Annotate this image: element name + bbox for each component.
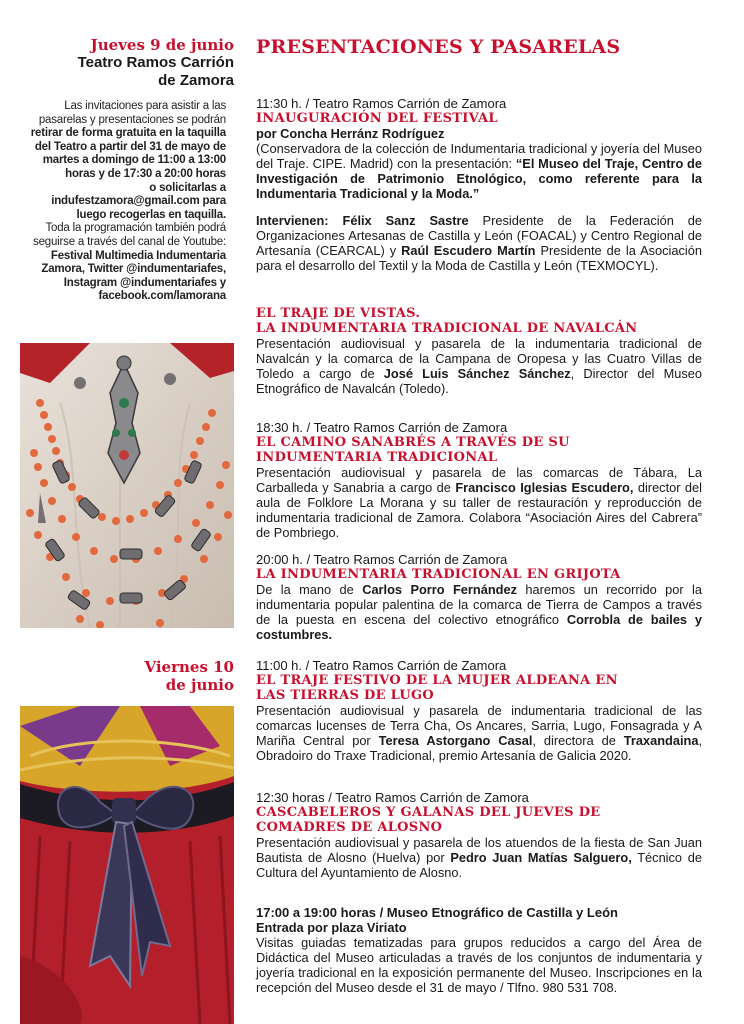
event-title-line1: EL TRAJE DE VISTAS. <box>256 306 421 321</box>
desc-text: Presentación audiovisual y pasarela de la indumentaria tradicional de Navalcán y la comarca de la Campana de Oropesa y las Cuatro Villas de Toledo a cargo de <box>256 336 702 381</box>
event-title: INAUGURACIÓN DEL FESTIVAL <box>256 111 498 126</box>
invite-line: Toda la programación también podrá <box>45 222 226 235</box>
event-time: 20:00 h. / Teatro Ramos Carrión de Zamora <box>256 552 508 567</box>
event-description <box>256 336 702 396</box>
day2-title-line2: de junio <box>165 676 234 694</box>
desc-text: , Director del Museo Etnográfico de Navalcán (Toledo). <box>256 366 702 396</box>
costume-photo <box>20 706 234 1024</box>
event-time: 12:30 horas / Teatro Ramos Carrión de Zamora <box>256 790 529 805</box>
day1-heading <box>18 36 234 90</box>
event-participants <box>256 213 702 273</box>
invite-line: Instagram @indumentariafes y <box>63 276 226 289</box>
desc-bold: “El Museo del Traje, Centro de Investigación de Patrimonio Etnológico, como referente para la Indumentaria Tradicional y la Moda.” <box>256 156 702 201</box>
event-alosno <box>256 790 702 880</box>
desc-text: (Conservadora de la colección de Indumentaria tradicional y joyería del Museo del Traje. CIPE. Madrid) con la presentación: <box>256 141 702 171</box>
presenter-name: Carlos Porro Fernández <box>362 582 517 597</box>
event-speaker: por Concha Herránz Rodríguez <box>256 126 445 141</box>
participant-name: Raúl Escudero Martín <box>401 243 536 258</box>
invite-line: luego recogerlas en taquilla. <box>76 208 226 221</box>
presenter-name: Pedro Juan Matías Salguero, <box>450 850 632 865</box>
group-name: Corrobla de bailes y costumbres. <box>256 612 702 642</box>
invite-line: retirar de forma gratuita en la taquilla <box>30 127 226 140</box>
invite-line: seguirse a través del canal de Youtube: <box>33 235 226 248</box>
event-inauguracion <box>256 96 702 273</box>
event-description <box>256 835 702 880</box>
invite-line: pasarelas y presentaciones se podrán <box>38 113 226 126</box>
invite-email-link[interactable]: indufestzamora@gmail.com para <box>51 195 226 208</box>
invite-line: martes a domingo de 11:00 a 13:00 <box>42 154 226 167</box>
necklace-photo <box>20 343 234 628</box>
event-description <box>256 141 702 201</box>
desc-text: , directora de <box>532 733 624 748</box>
participant-role: Presidente de la Federación de Organizaciones Artesanas de Castilla y León (FOACAL) y Centro Regional de Artesanía (CEARCAL) y <box>256 213 703 258</box>
page-title: PRESENTACIONES Y PASARELAS <box>256 36 621 58</box>
day1-venue-line2: de Zamora <box>158 72 234 89</box>
event-time: 17:00 a 19:00 horas / Museo Etnográfico de Castilla y León <box>256 905 618 920</box>
event-time: 11:30 h. / Teatro Ramos Carrión de Zamora <box>256 96 507 111</box>
desc-text: haremos un recorrido por la indumentaria popular palentina de la comarca de Tierra de Campos a través de la puesta en escena del colectivo etnográfico <box>256 582 702 627</box>
invite-line: del Teatro a partir del 31 de mayo de <box>34 140 226 153</box>
event-traje-vistas <box>256 306 702 396</box>
presenter-name: José Luis Sánchez Sánchez <box>383 366 571 381</box>
participants-label: Intervienen: <box>256 213 329 228</box>
participant-role: Presidente de la Asociación para el desarrollo del Textil y la Moda de Castilla y León (TEXMOCYL). <box>256 243 702 273</box>
event-title-line2: LAS TIERRAS DE LUGO <box>256 688 435 703</box>
invite-line: Festival Multimedia Indumentaria <box>50 249 226 262</box>
event-museo-visitas <box>256 905 702 995</box>
event-title-line2: LA INDUMENTARIA TRADICIONAL DE NAVALCÁN <box>256 321 638 336</box>
event-title: LA INDUMENTARIA TRADICIONAL EN GRIJOTA <box>256 567 621 582</box>
invite-line: Zamora, Twitter @indumentariafes, <box>41 263 226 276</box>
desc-text: , Obradoiro do Traxe Tradicional, premio Artesanía de Galicia 2020. <box>256 733 702 763</box>
day1-venue-line1: Teatro Ramos Carrión <box>77 54 234 71</box>
desc-text: Presentación audiovisual y pasarela de indumentaria tradicional de las comarcas lucenses de Terra Cha, Os Ancares, Sarria, Lugo, Fonsagrada y A Mariña Central por <box>256 703 702 748</box>
invitation-info <box>18 100 226 304</box>
desc-text: Presentación audiovisual y pasarela de las comarcas de Tábara, La Carballeda y Sanabria a cargo de <box>256 465 702 495</box>
invite-line: Las invitaciones para asistir a las <box>64 100 226 112</box>
invite-facebook-link[interactable]: facebook.com/lamorana <box>98 290 226 303</box>
event-grijota <box>256 552 702 642</box>
event-description: Visitas guiadas tematizadas para grupos reducidos a cargo del Área de Didáctica del Museo articuladas a través de los conjuntos de indumentaria y joyería tradicional en la exposición permanente del Museo. Inscripciones en la recepción del Museo desde el 31 de mayo / Tlfno. 980 531 708. <box>256 935 702 995</box>
day1-title: Jueves 9 de junio <box>90 36 234 54</box>
event-camino-sanabres <box>256 420 702 540</box>
desc-text: director del aula de Folklore La Morana y su taller de restauración y reproducción de indumentaria tradicional de Zamora. Colabora “Asociación Aires del Cabrera” de Pombriego. <box>256 480 703 540</box>
event-description <box>256 465 702 540</box>
event-title-line2: INDUMENTARIA TRADICIONAL <box>256 450 498 465</box>
event-title-line1: CASCABELEROS Y GALANAS DEL JUEVES DE <box>256 805 601 820</box>
event-description <box>256 582 702 642</box>
event-entrance: Entrada por plaza Viriato <box>256 920 407 935</box>
event-time: 18:30 h. / Teatro Ramos Carrión de Zamora <box>256 420 508 435</box>
presenter-name: Francisco Iglesias Escudero, <box>455 480 634 495</box>
invite-line: o solicitarlas a <box>149 181 226 194</box>
presenter-name: Teresa Astorgano Casal <box>378 733 533 748</box>
day2-heading <box>18 658 234 694</box>
event-title-line1: EL CAMINO SANABRÉS A TRAVÉS DE SU <box>256 435 570 450</box>
desc-text: Presentación audiovisual y pasarela de los atuendos de la fiesta de San Juan Bautista de Alosno (Huelva) por <box>256 835 702 865</box>
organization-name: Traxandaina <box>623 733 699 748</box>
day2-title-line1: Viernes 10 <box>144 658 234 676</box>
event-title-line2: COMADRES DE ALOSNO <box>256 820 443 835</box>
event-description <box>256 703 702 763</box>
participant-name: Félix Sanz Sastre <box>342 213 469 228</box>
event-title-line1: EL TRAJE FESTIVO DE LA MUJER ALDEANA EN <box>256 673 618 688</box>
event-time: 11:00 h. / Teatro Ramos Carrión de Zamora <box>256 658 507 673</box>
desc-text: De la mano de <box>256 582 363 597</box>
desc-text: Técnico de Cultura del Ayuntamiento de Alosno. <box>256 850 702 880</box>
invite-line: horas y de 17:30 a 20:00 horas <box>65 167 226 180</box>
event-traje-lugo <box>256 658 702 763</box>
